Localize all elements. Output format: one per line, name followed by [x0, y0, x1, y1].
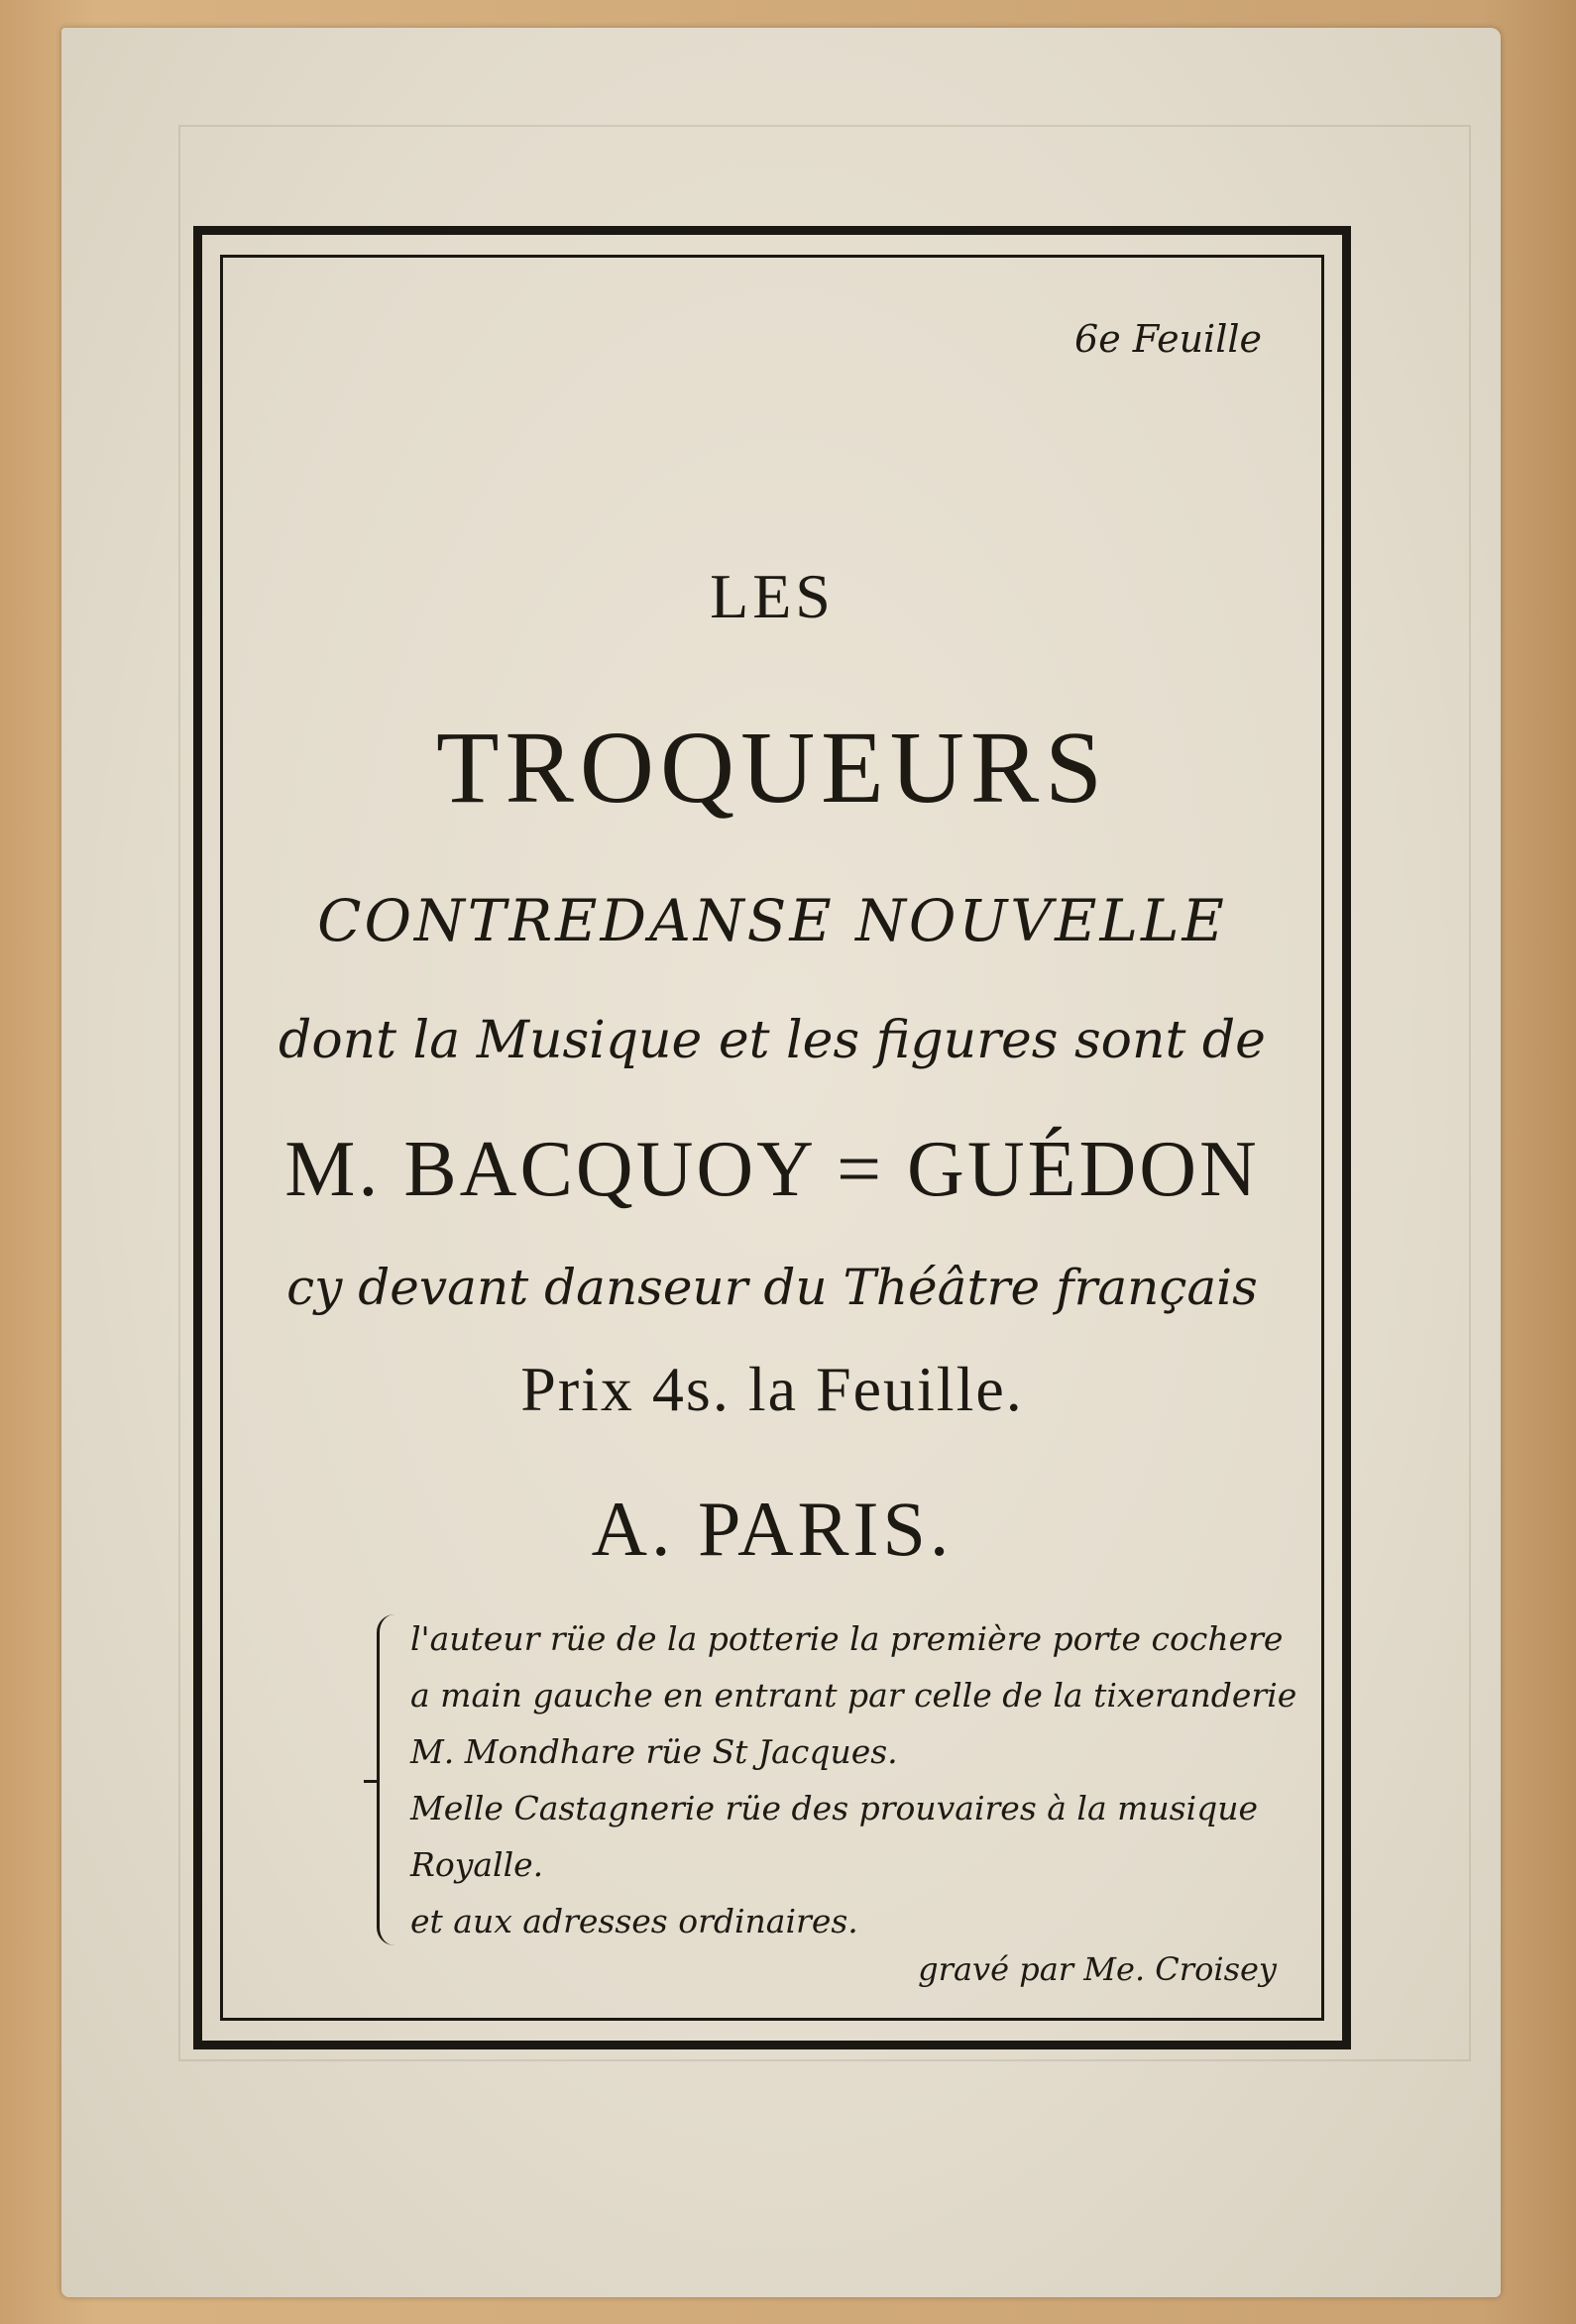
brace-tip	[364, 1780, 380, 1783]
place-of-publication: A. PARIS.	[591, 1486, 954, 1572]
address-line: l'auteur rüe de la potterie la première porte cochere	[410, 1619, 1284, 1658]
brace-mark	[377, 1614, 399, 1945]
address-line: M. Mondhare rüe St Jacques.	[410, 1732, 898, 1771]
address-line: Melle Castagnerie rüe des prouvaires à la musique	[410, 1789, 1259, 1827]
paper-sheet	[61, 28, 1501, 2297]
title-line-2: TROQUEURS	[435, 711, 1109, 825]
address-line: a main gauche en entrant par celle de la tixeranderie	[410, 1676, 1297, 1715]
author-description: cy devant danseur du Théâtre français	[286, 1259, 1258, 1316]
sheet-number: 6e Feuille	[1074, 317, 1262, 361]
inner-border	[220, 255, 1324, 2021]
price-line: Prix 4s. la Feuille.	[520, 1354, 1024, 1424]
address-list	[377, 1610, 1296, 1949]
subtitle: CONTREDANSE NOUVELLE	[317, 887, 1227, 954]
title-line-1: LES	[710, 561, 835, 631]
attribution-line: dont la Musique et les figures sont de	[279, 1011, 1266, 1070]
author-name: M. BACQUOY = GUÉDON	[284, 1126, 1260, 1213]
engraved-border	[193, 226, 1351, 2049]
address-line: et aux adresses ordinaires.	[410, 1902, 858, 1940]
address-line: Royalle.	[410, 1845, 544, 1884]
engraver-credit: gravé par Me. Croisey	[918, 1950, 1277, 1988]
